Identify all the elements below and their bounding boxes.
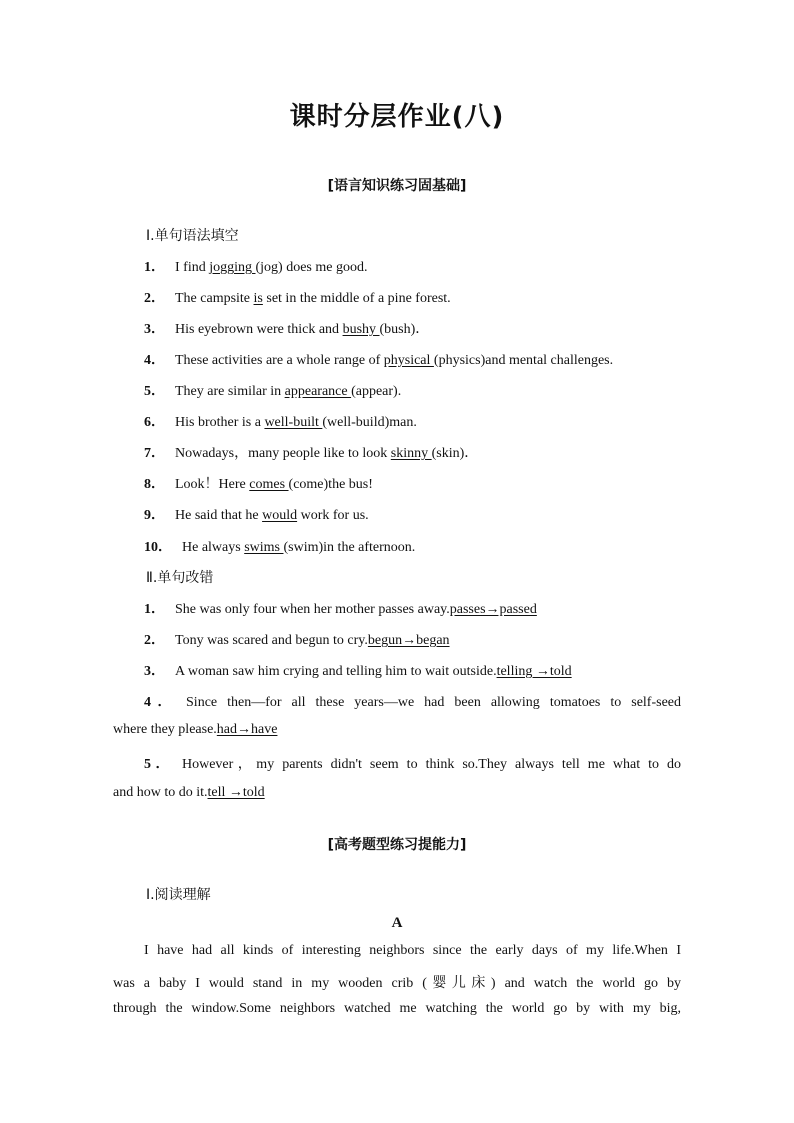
item-number: 3． (144, 322, 165, 337)
item-text: and how to do it. (113, 785, 208, 800)
answer: bushy (342, 322, 380, 337)
item-text: Nowadays，many people like to look (175, 446, 391, 461)
answer: would (262, 508, 298, 523)
item-number: 6． (144, 415, 165, 430)
fill-item (144, 318, 429, 338)
item-text: (well-build)man. (322, 415, 417, 430)
item-number: 5． (144, 757, 174, 772)
section-heading-fill: Ⅰ.单句语法填空 (146, 228, 239, 244)
answer: swims (244, 540, 284, 555)
answer: begun→began (367, 633, 450, 648)
item-text: However，my parents didn't seem to think so.They always tell me what to do (182, 757, 682, 772)
item-text: (jog) does me good. (255, 260, 368, 275)
section-heading-correction: Ⅱ.单句改错 (146, 570, 214, 586)
item-number: 4． (144, 353, 165, 368)
answer: telling →told (496, 664, 572, 679)
answer: is (253, 291, 263, 306)
passage-label: A (391, 915, 403, 931)
item-text: (appear). (351, 384, 402, 399)
passage-line: through the window.Some neighbors watched me watching the world go by with my big, (113, 1001, 681, 1016)
item-text: (bush)． (379, 322, 430, 337)
item-text: A woman saw him crying and telling him to wait outside. (175, 664, 497, 679)
item-text: (physics)and mental challenges. (433, 353, 614, 368)
item-text: His brother is a (175, 415, 265, 430)
item-text: set in the middle of a pine forest. (262, 291, 451, 306)
correction-item-continued (113, 722, 681, 738)
item-number: 3． (144, 664, 165, 679)
section-heading-reading: Ⅰ.阅读理解 (146, 887, 211, 903)
correction-item (144, 629, 450, 649)
section-band-language: [语言知识练习固基础] (327, 178, 467, 194)
item-number: 1． (144, 602, 165, 617)
answer: had→have (216, 722, 278, 737)
item-text: (swim)in the afternoon. (283, 540, 416, 555)
fill-item (144, 349, 613, 369)
fill-item (144, 442, 478, 462)
answer: well-built (264, 415, 323, 430)
fill-item (144, 380, 401, 400)
item-text: He said that he (175, 508, 263, 523)
passage-line: was a baby I would stand in my wooden crib (婴儿床) and watch the world go by (113, 976, 681, 991)
answer: jogging (209, 260, 256, 275)
page-title: 课时分层作业(八) (289, 102, 505, 132)
item-text: where they please. (113, 722, 217, 737)
fill-item (144, 536, 415, 556)
item-text: His eyebrown were thick and (175, 322, 343, 337)
answer: appearance (284, 384, 352, 399)
correction-item (113, 691, 681, 711)
item-number: 1． (144, 260, 165, 275)
item-number: 9． (144, 508, 165, 523)
fill-item (144, 473, 373, 493)
item-text: Tony was scared and begun to cry. (175, 633, 368, 648)
correction-item (144, 598, 537, 618)
item-text: He always (182, 540, 245, 555)
item-text: The campsite (175, 291, 254, 306)
correction-item (113, 753, 681, 773)
item-text: work for us. (297, 508, 369, 523)
correction-item-continued (113, 785, 681, 801)
answer: passes→passed (449, 602, 537, 617)
item-text: Look！Here (175, 477, 250, 492)
passage-line: I have had all kinds of interesting neighbors since the early days of my life.When I (144, 943, 681, 958)
item-text: These activities are a whole range of (175, 353, 384, 368)
fill-item (144, 411, 417, 431)
item-text: They are similar in (175, 384, 285, 399)
item-text: I find (175, 260, 210, 275)
item-number: 10． (144, 540, 172, 555)
item-number: 4． (144, 695, 179, 710)
answer: tell →told (207, 785, 265, 800)
item-text: She was only four when her mother passes away. (175, 602, 450, 617)
item-text: (come)the bus! (288, 477, 373, 492)
item-number: 5． (144, 384, 165, 399)
item-number: 2． (144, 291, 165, 306)
fill-item (144, 504, 369, 524)
correction-item (144, 660, 572, 680)
answer: physical (383, 353, 434, 368)
fill-item (144, 287, 451, 307)
section-band-exam: [高考题型练习提能力] (327, 837, 467, 853)
answer: skinny (390, 446, 432, 461)
answer: comes (249, 477, 289, 492)
item-number: 8． (144, 477, 165, 492)
item-number: 2． (144, 633, 165, 648)
fill-item (144, 256, 367, 276)
item-text: (skin)． (431, 446, 479, 461)
item-number: 7． (144, 446, 165, 461)
item-text: Since then—for all these years—we had been allowing tomatoes to self-seed (186, 695, 682, 710)
